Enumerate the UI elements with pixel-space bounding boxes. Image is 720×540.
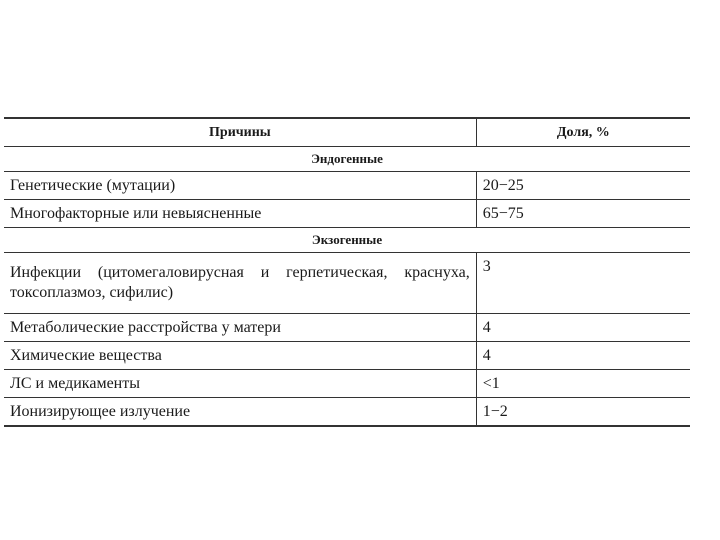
table-row — [4, 370, 690, 398]
header-share: Доля, % — [476, 118, 690, 147]
table-header-row — [4, 118, 690, 147]
section-title: Экзогенные — [4, 228, 690, 253]
share-cell: <1 — [476, 370, 690, 398]
share-cell: 4 — [476, 342, 690, 370]
table-row — [4, 200, 690, 228]
cause-cell: Ионизирующее излучение — [4, 398, 476, 427]
table-row — [4, 342, 690, 370]
table-row — [4, 172, 690, 200]
cause-cell: Химические вещества — [4, 342, 476, 370]
section-row-endogenous — [4, 147, 690, 172]
causes-table — [4, 117, 690, 427]
header-cause: Причины — [4, 118, 476, 147]
table-row — [4, 253, 690, 314]
table-row — [4, 314, 690, 342]
share-cell: 20−25 — [476, 172, 690, 200]
share-cell: 3 — [476, 253, 690, 314]
section-title: Эндогенные — [4, 147, 690, 172]
section-row-exogenous — [4, 228, 690, 253]
cause-cell: Генетические (мутации) — [4, 172, 476, 200]
cause-cell: Метаболические расстройства у матери — [4, 314, 476, 342]
share-cell: 4 — [476, 314, 690, 342]
share-cell: 1−2 — [476, 398, 690, 427]
share-cell: 65−75 — [476, 200, 690, 228]
cause-cell: Инфекции (цитомегаловирусная и герпетическая, краснуха, токсоплазмоз, сифилис) — [4, 253, 476, 314]
table-row — [4, 398, 690, 427]
cause-cell: Многофакторные или невыясненные — [4, 200, 476, 228]
cause-cell: ЛС и медикаменты — [4, 370, 476, 398]
